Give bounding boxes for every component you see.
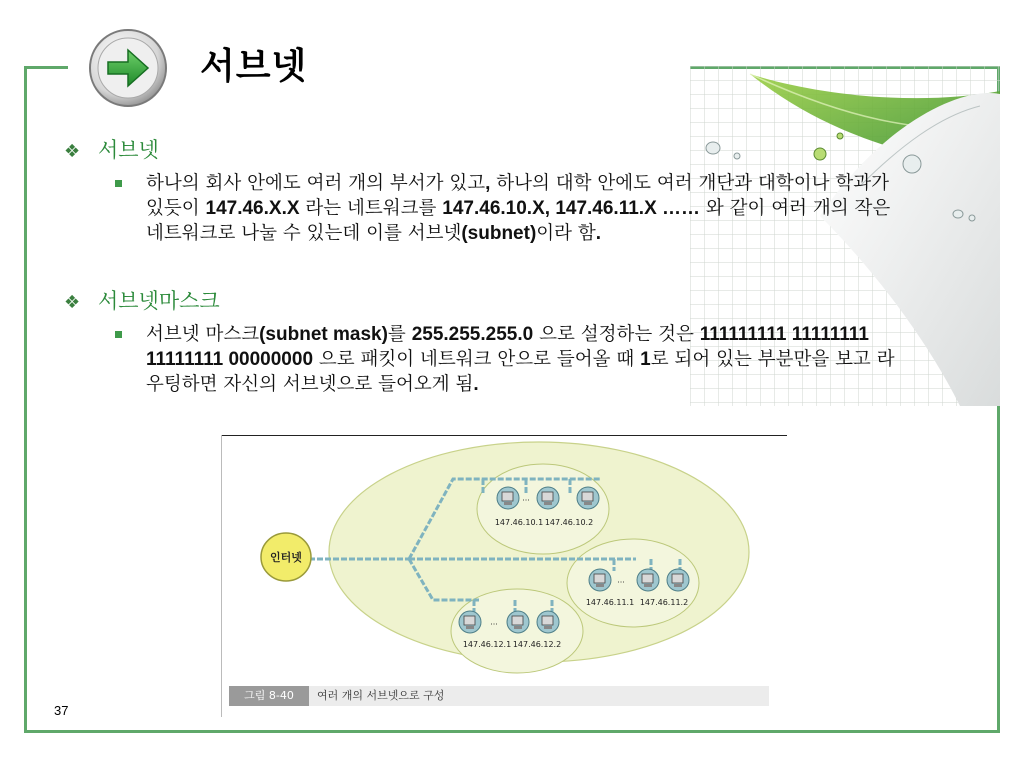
bold-text-run: , — [485, 173, 491, 194]
bullet-body-text — [146, 322, 908, 397]
slide-title: 서브넷 — [200, 46, 308, 87]
computer-icon — [507, 611, 529, 633]
host-label: 147.46.11.1 — [585, 598, 635, 607]
computer-icon — [577, 487, 599, 509]
text-run: 와 같이 여러 개의 작은 네트워크로 나눌 수 있는데 이를 서브넷 — [146, 198, 891, 244]
ellipsis-label: ··· — [490, 620, 498, 629]
bold-text-run: 1 — [640, 349, 651, 370]
computer-icon — [459, 611, 481, 633]
computer-icon — [537, 611, 559, 633]
bullet-heading-text: 서브넷마스크 — [98, 289, 220, 313]
bold-text-run: 111111111 11111111 11111111 00000000 — [146, 324, 869, 370]
text-run: 으로 패킷이 네트워크 안으로 들어올 때 — [313, 349, 641, 370]
bold-text-run: 147.46.X.X — [205, 198, 300, 219]
text-run: 으로 설정하는 것은 — [533, 324, 700, 345]
host-label: 147.46.10.2 — [544, 518, 594, 527]
figure-caption-bar — [229, 686, 769, 706]
bullet-body-subnet — [118, 171, 908, 246]
frame-bottom — [24, 730, 1000, 733]
internet-label: 인터넷 — [270, 551, 302, 564]
square-bullet-icon — [115, 180, 122, 187]
bold-text-run: 255.255.255.0 — [411, 324, 534, 345]
text-run: 를 — [387, 324, 412, 345]
network-figure — [221, 435, 787, 717]
bold-text-run: . — [473, 374, 479, 395]
computer-icon — [537, 487, 559, 509]
bullet-heading-text: 서브넷 — [98, 138, 159, 162]
text-run: 라는 네트워크를 — [299, 198, 443, 219]
bold-text-run: . — [595, 223, 602, 244]
computer-icon — [589, 569, 611, 591]
computer-icon — [637, 569, 659, 591]
bullet-body-text — [146, 171, 908, 246]
text-run: 하나의 대학 안에도 여러 개단과 대학이나 학과가 있듯이 — [146, 173, 889, 219]
figure-caption-text: 여러 개의 서브넷으로 구성 — [317, 689, 445, 702]
host-label: 147.46.11.2 — [639, 598, 689, 607]
bold-text-run: 147.46.10.X, 147.46.11.X …… — [442, 198, 701, 219]
bold-text-run: (subnet) — [461, 223, 537, 244]
computer-icon — [667, 569, 689, 591]
host-label: 147.46.12.1 — [462, 640, 512, 649]
arrow-right-icon — [86, 26, 170, 110]
square-bullet-icon — [115, 331, 122, 338]
text-run: 서브넷 마스크 — [146, 324, 260, 345]
bullet-heading-subnet — [64, 136, 159, 166]
frame-left — [24, 66, 27, 733]
bold-text-run: (subnet mask) — [259, 324, 388, 345]
diamond-bullet-icon: ❖ — [64, 292, 81, 313]
host-label: 147.46.12.2 — [512, 640, 562, 649]
computer-icon — [497, 487, 519, 509]
ellipsis-label: ··· — [522, 496, 530, 505]
page-number: 37 — [54, 703, 69, 718]
text-run: 이라 함 — [536, 223, 596, 244]
bullet-body-subnet-mask — [118, 322, 908, 397]
bullet-heading-subnet-mask — [64, 287, 220, 317]
network-diagram — [221, 435, 787, 685]
ellipsis-label: ··· — [617, 578, 625, 587]
figure-caption-tag: 그림 8-40 — [229, 686, 309, 706]
diamond-bullet-icon: ❖ — [64, 141, 81, 162]
text-run: 로 되어 있는 부분만을 보고 라우팅하면 자신의 서브넷으로 들어오게 됨 — [146, 349, 895, 395]
text-run: 하나의 회사 안에도 여러 개의 부서가 있고 — [146, 173, 486, 194]
frame-top-left — [24, 66, 68, 69]
host-label: 147.46.10.1 — [494, 518, 544, 527]
